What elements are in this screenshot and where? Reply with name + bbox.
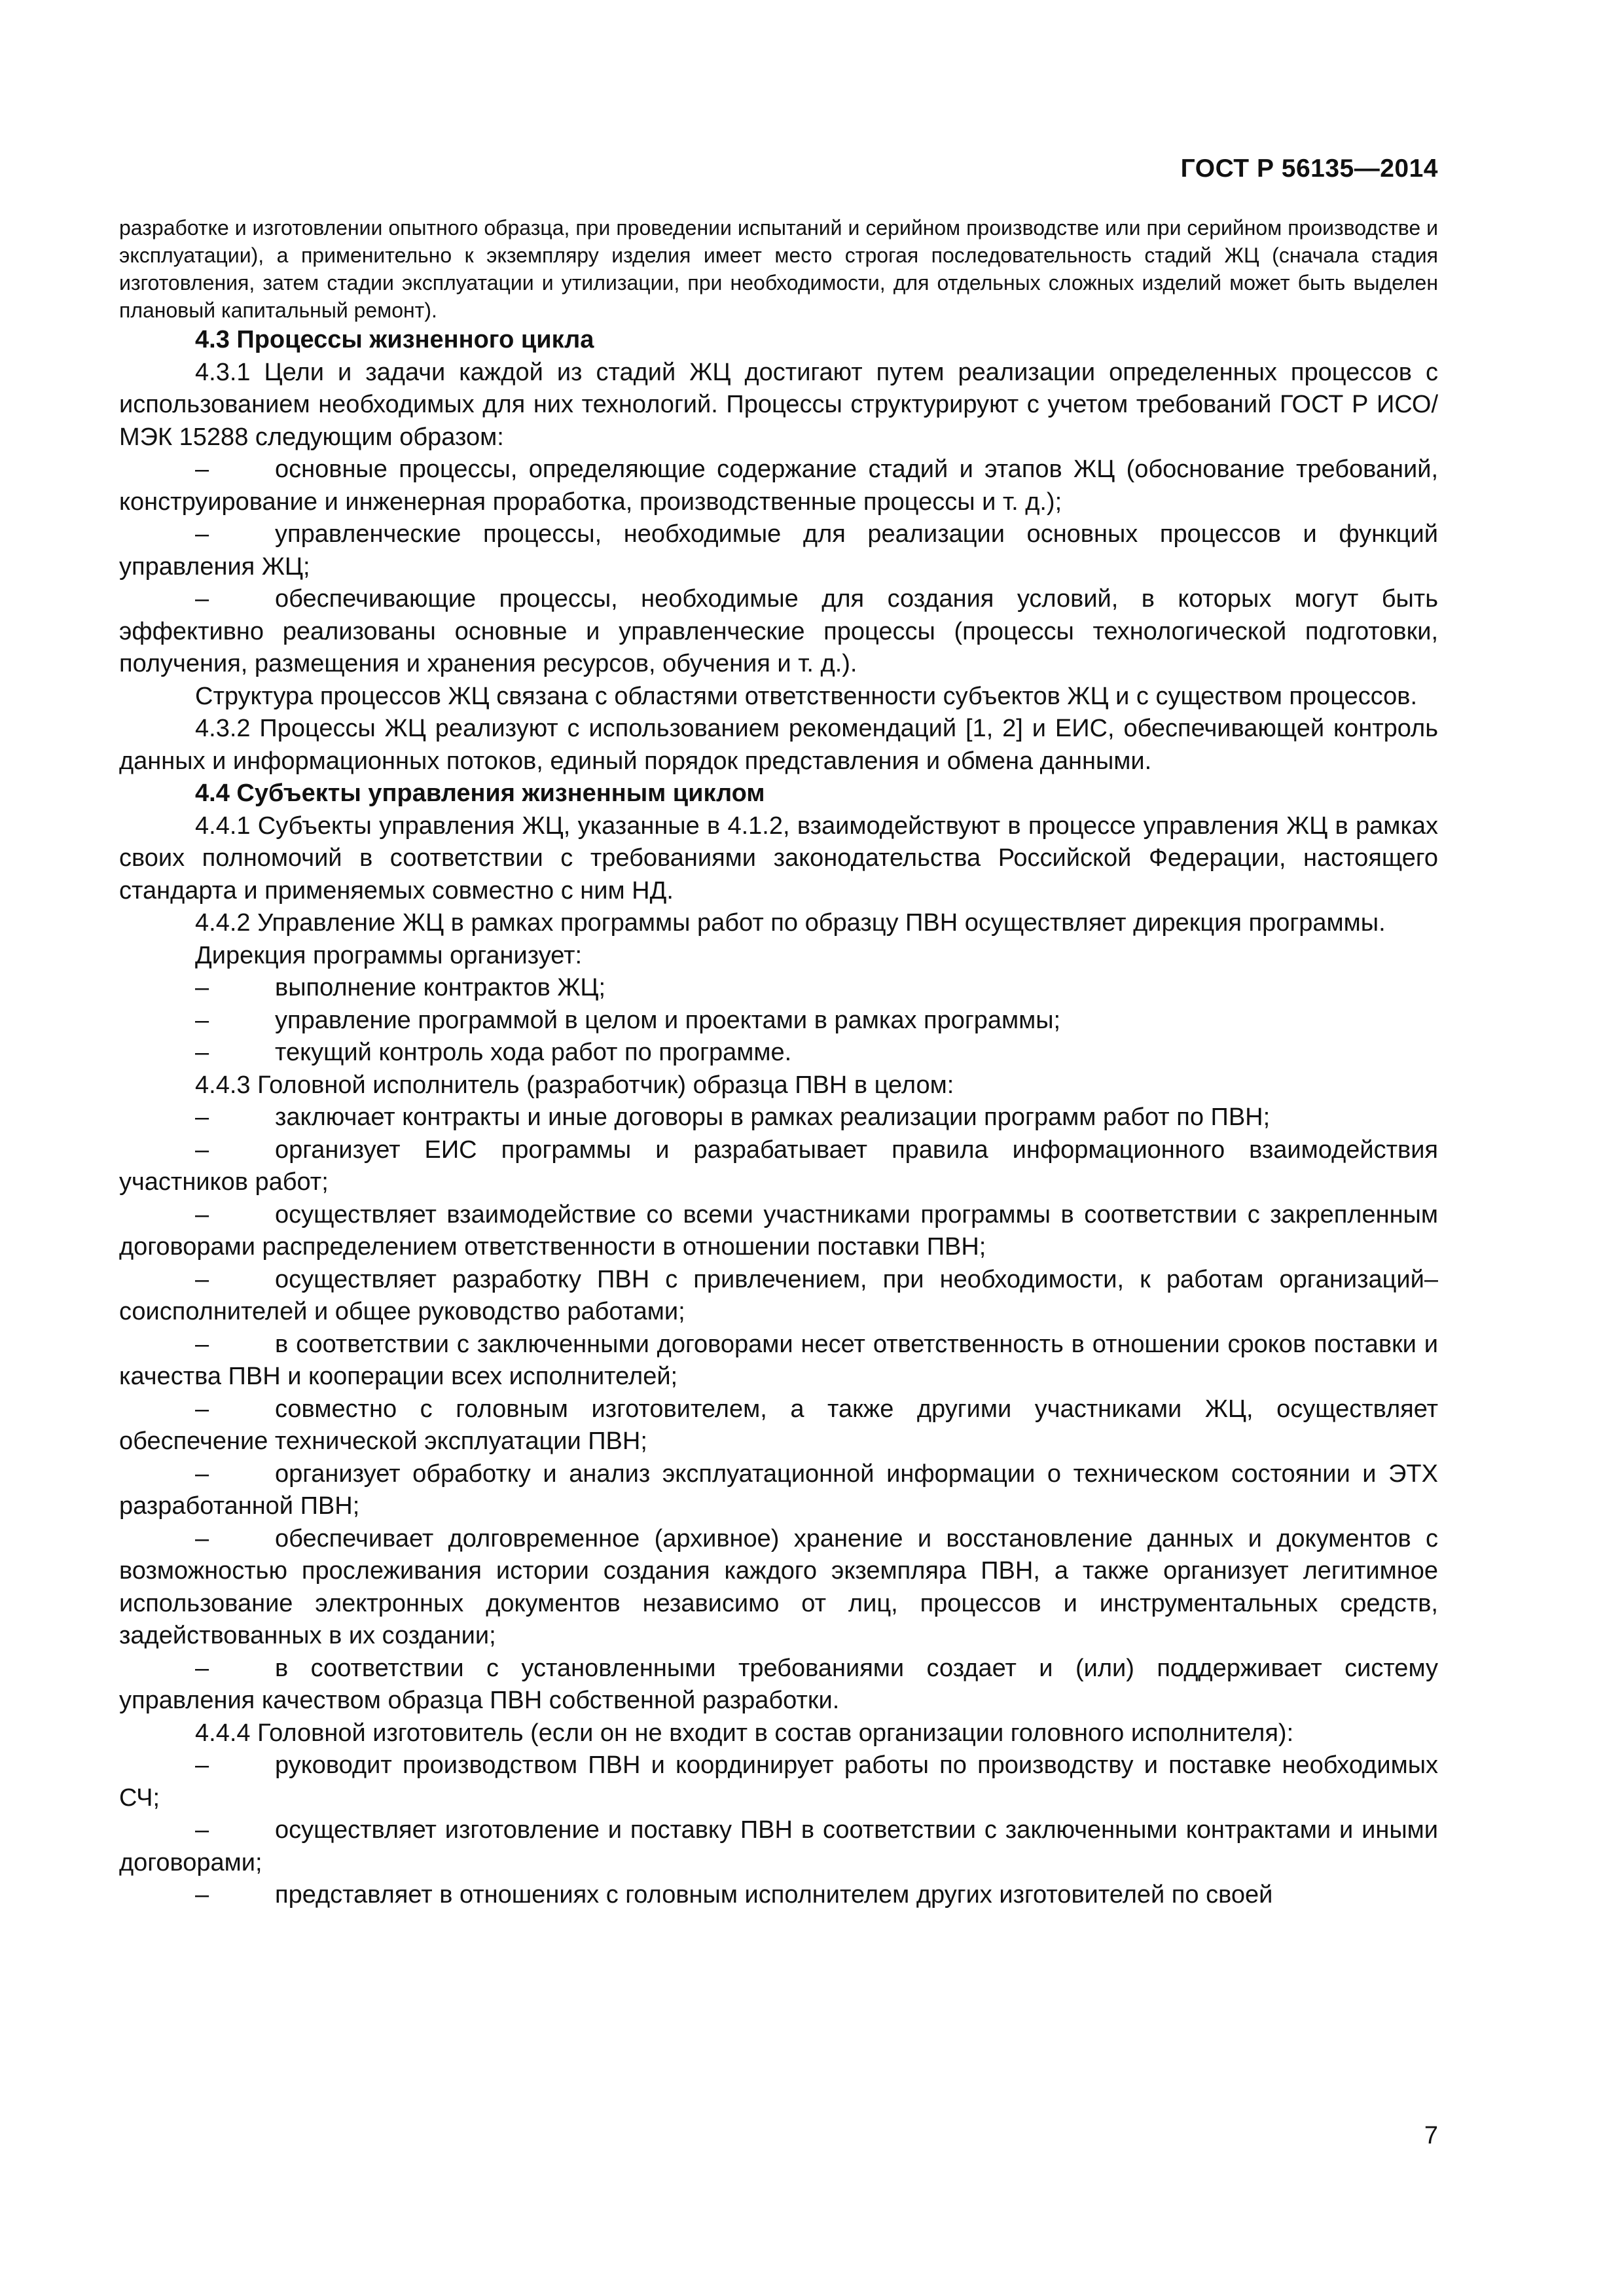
list-item: – обеспечивает долговременное (архивное) хранение и восстановление данных и документов с возможностью прослеживания истории создания каждого экземпляра ПВН, а также организует легитимное использование электронных документов независимо от лиц, процессов и инструментальных средств, задействованных в их создании; xyxy=(119,1523,1438,1653)
section-heading-4-3: 4.3 Процессы жизненного цикла xyxy=(195,326,594,353)
list-item: – организует обработку и анализ эксплуатационной информации о техническом состоянии и ЭТХ разработанной ПВН; xyxy=(119,1458,1438,1523)
section-heading-4-4: 4.4 Субъекты управления жизненным циклом xyxy=(195,780,765,807)
list-item: – руководит производством ПВН и координирует работы по производству и поставке необходимых СЧ; xyxy=(119,1749,1438,1814)
list-item: – выполнение контрактов ЖЦ; xyxy=(119,972,1438,1005)
dash-marker: – xyxy=(195,974,209,1001)
document-header: ГОСТ Р 56135—2014 xyxy=(1180,154,1438,183)
list-item: – управление программой в целом и проектами в рамках программы; xyxy=(119,1005,1438,1037)
paragraph-4-4-3: 4.4.3 Головной исполнитель (разработчик) образца ПВН в целом: xyxy=(195,1071,954,1099)
list-item: – текущий контроль хода работ по программе. xyxy=(119,1037,1438,1069)
dash-marker: – xyxy=(195,1460,209,1488)
dash-marker: – xyxy=(195,1395,209,1423)
paragraph-4-4-2: 4.4.2 Управление ЖЦ в рамках программы работ по образцу ПВН осуществляет дирекция программы. xyxy=(195,909,1386,937)
list-item: – представляет в отношениях с головным исполнителем других изготовителей по своей xyxy=(119,1879,1438,1912)
list-item: – осуществляет взаимодействие со всеми участниками программы в соответствии с закрепленным договорами распределением ответственности в отношении поставки ПВН; xyxy=(119,1199,1438,1264)
page-content xyxy=(119,214,1438,1912)
paragraph-directorate: Дирекция программы организует: xyxy=(195,941,583,969)
dash-marker: – xyxy=(195,1524,209,1552)
dash-marker: – xyxy=(195,1006,209,1034)
intro-paragraph: разработке и изготовлении опытного образца, при проведении испытаний и серийном производстве или при серийном производстве и эксплуатации), а применительно к экземпляру изделия имеет место строгая последовательность стадий ЖЦ (сначала стадия изготовления, затем стадии эксплуатации и утилизации, при необходимости, для отдельных сложных изделий может быть выделен плановый капитальный ремонт). xyxy=(119,216,1438,322)
paragraph-4-4-1: 4.4.1 Субъекты управления ЖЦ, указанные в 4.1.2, взаимодействуют в процессе управления ЖЦ в рамках своих полномочий в соответствии с требованиями законодательства Российской Федерации, настоящего стандарта и применяемых совместно с ним НД. xyxy=(119,812,1438,905)
dash-marker: – xyxy=(195,456,209,483)
dash-marker: – xyxy=(195,1881,209,1909)
list-item: – осуществляет изготовление и поставку ПВН в соответствии с заключенными контрактами и иными договорами; xyxy=(119,1814,1438,1879)
dash-marker: – xyxy=(195,1751,209,1779)
dash-marker: – xyxy=(195,1136,209,1164)
paragraph-structure: Структура процессов ЖЦ связана с областями ответственности субъектов ЖЦ и с существом процессов. xyxy=(195,682,1418,710)
paragraph-4-3-1: 4.3.1 Цели и задачи каждой из стадий ЖЦ достигают путем реализации определенных процессов с использованием необходимых для них технологий. Процессы структурируют с учетом требований ГОСТ Р ИСО/МЭК 15288 следующим образом: xyxy=(119,358,1438,451)
dash-marker: – xyxy=(195,1816,209,1844)
dash-marker: – xyxy=(195,520,209,548)
list-item: – обеспечивающие процессы, необходимые для создания условий, в которых могут быть эффективно реализованы основные и управленческие процессы (процессы технологической подготовки, получения, размещения и хранения ресурсов, обучения и т. д.). xyxy=(119,583,1438,681)
paragraph-4-4-4: 4.4.4 Головной изготовитель (если он не входит в состав организации головного исполнителя): xyxy=(195,1719,1294,1747)
dash-marker: – xyxy=(195,585,209,613)
page-number: 7 xyxy=(1424,2122,1438,2149)
list-item: – организует ЕИС программы и разрабатывает правила информационного взаимодействия участников работ; xyxy=(119,1134,1438,1199)
list-item: – в соответствии с заключенными договорами несет ответственность в отношении сроков поставки и качества ПВН и кооперации всех исполнителей; xyxy=(119,1329,1438,1393)
list-item: – основные процессы, определяющие содержание стадий и этапов ЖЦ (обоснование требований, конструирование и инженерная проработка, производственные процессы и т. д.); xyxy=(119,454,1438,518)
dash-marker: – xyxy=(195,1200,209,1229)
dash-marker: – xyxy=(195,1654,209,1682)
list-item: – в соответствии с установленными требованиями создает и (или) поддерживает систему управления качеством образца ПВН собственной разработки. xyxy=(119,1653,1438,1717)
dash-marker: – xyxy=(195,1330,209,1358)
dash-marker: – xyxy=(195,1039,209,1066)
list-item: – заключает контракты и иные договоры в рамках реализации программ работ по ПВН; xyxy=(119,1102,1438,1134)
list-item: – управленческие процессы, необходимые для реализации основных процессов и функций управления ЖЦ; xyxy=(119,518,1438,583)
dash-marker: – xyxy=(195,1265,209,1293)
dash-marker: – xyxy=(195,1103,209,1131)
paragraph-4-3-2: 4.3.2 Процессы ЖЦ реализуют с использованием рекомендаций [1, 2] и ЕИС, обеспечивающей контроль данных и информационных потоков, единый порядок представления и обмена данными. xyxy=(119,715,1438,775)
list-item: – совместно с головным изготовителем, а также другими участниками ЖЦ, осуществляет обеспечение технической эксплуатации ПВН; xyxy=(119,1393,1438,1458)
list-item: – осуществляет разработку ПВН с привлечением, при необходимости, к работам организаций–соисполнителей и общее руководство работами; xyxy=(119,1264,1438,1329)
